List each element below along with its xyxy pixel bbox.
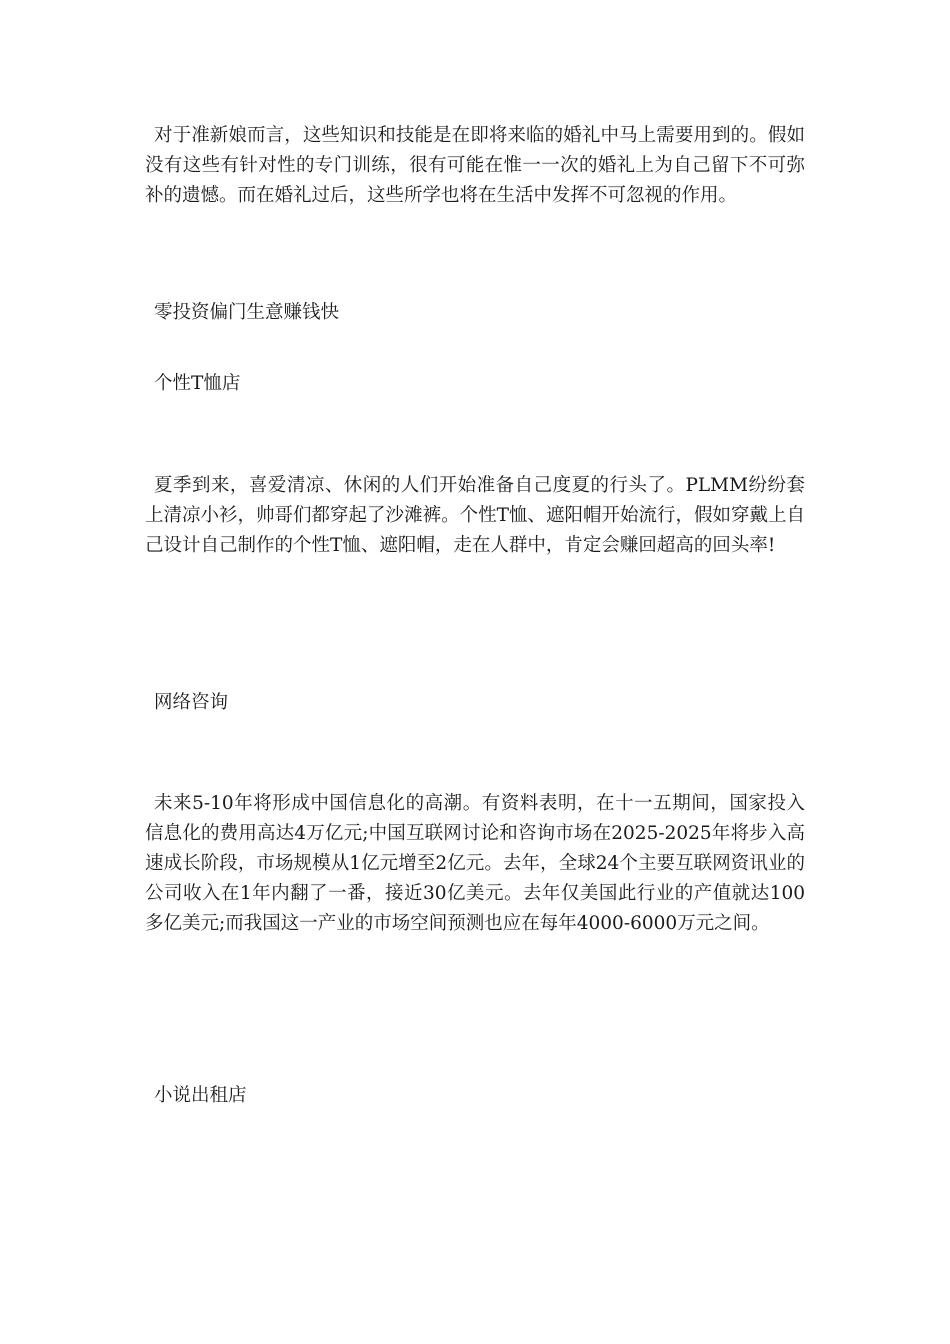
section-heading-zero-investment: 零投资偏门生意赚钱快 bbox=[154, 302, 340, 323]
section-heading-online-consulting: 网络咨询 bbox=[154, 692, 229, 713]
paragraph-bridal-training: 对于准新娘而言，这些知识和技能是在即将来临的婚礼中马上需要用到的。假如没有这些有针对性的专门训练，很有可能在惟一一次的婚礼上为自己留下不可弥补的遗憾。而在婚礼过后，这些所学也将在生活中发挥不可忽视的作用。 bbox=[145, 125, 805, 206]
section-heading-tshirt-shop: 个性T恤店 bbox=[154, 373, 241, 394]
paragraph-online-consulting: 未来5-10年将形成中国信息化的高潮。有资料表明，在十一五期间，国家投入信息化的费用高达4万亿元;中国互联网讨论和咨询市场在2025-2025年将步入高速成长阶段，市场规模从1亿元增至2亿元。去年，全球24个主要互联网资讯业的公司收入在1年内翻了一番，接近30亿美元。去年仅美国此行业的产值就达100多亿美元;而我国这一产业的市场空间预测也应在每年4000-6000万元之间。 bbox=[145, 793, 805, 934]
section-heading-novel-rental: 小说出租店 bbox=[154, 1085, 247, 1106]
paragraph-tshirt-shop: 夏季到来，喜爱清凉、休闲的人们开始准备自己度夏的行头了。PLMM纷纷套上清凉小衫，帅哥们都穿起了沙滩裤。个性T恤、遮阳帽开始流行，假如穿戴上自己设计自己制作的个性T恤、遮阳帽，走在人群中，肯定会赚回超高的回头率! bbox=[145, 475, 805, 556]
